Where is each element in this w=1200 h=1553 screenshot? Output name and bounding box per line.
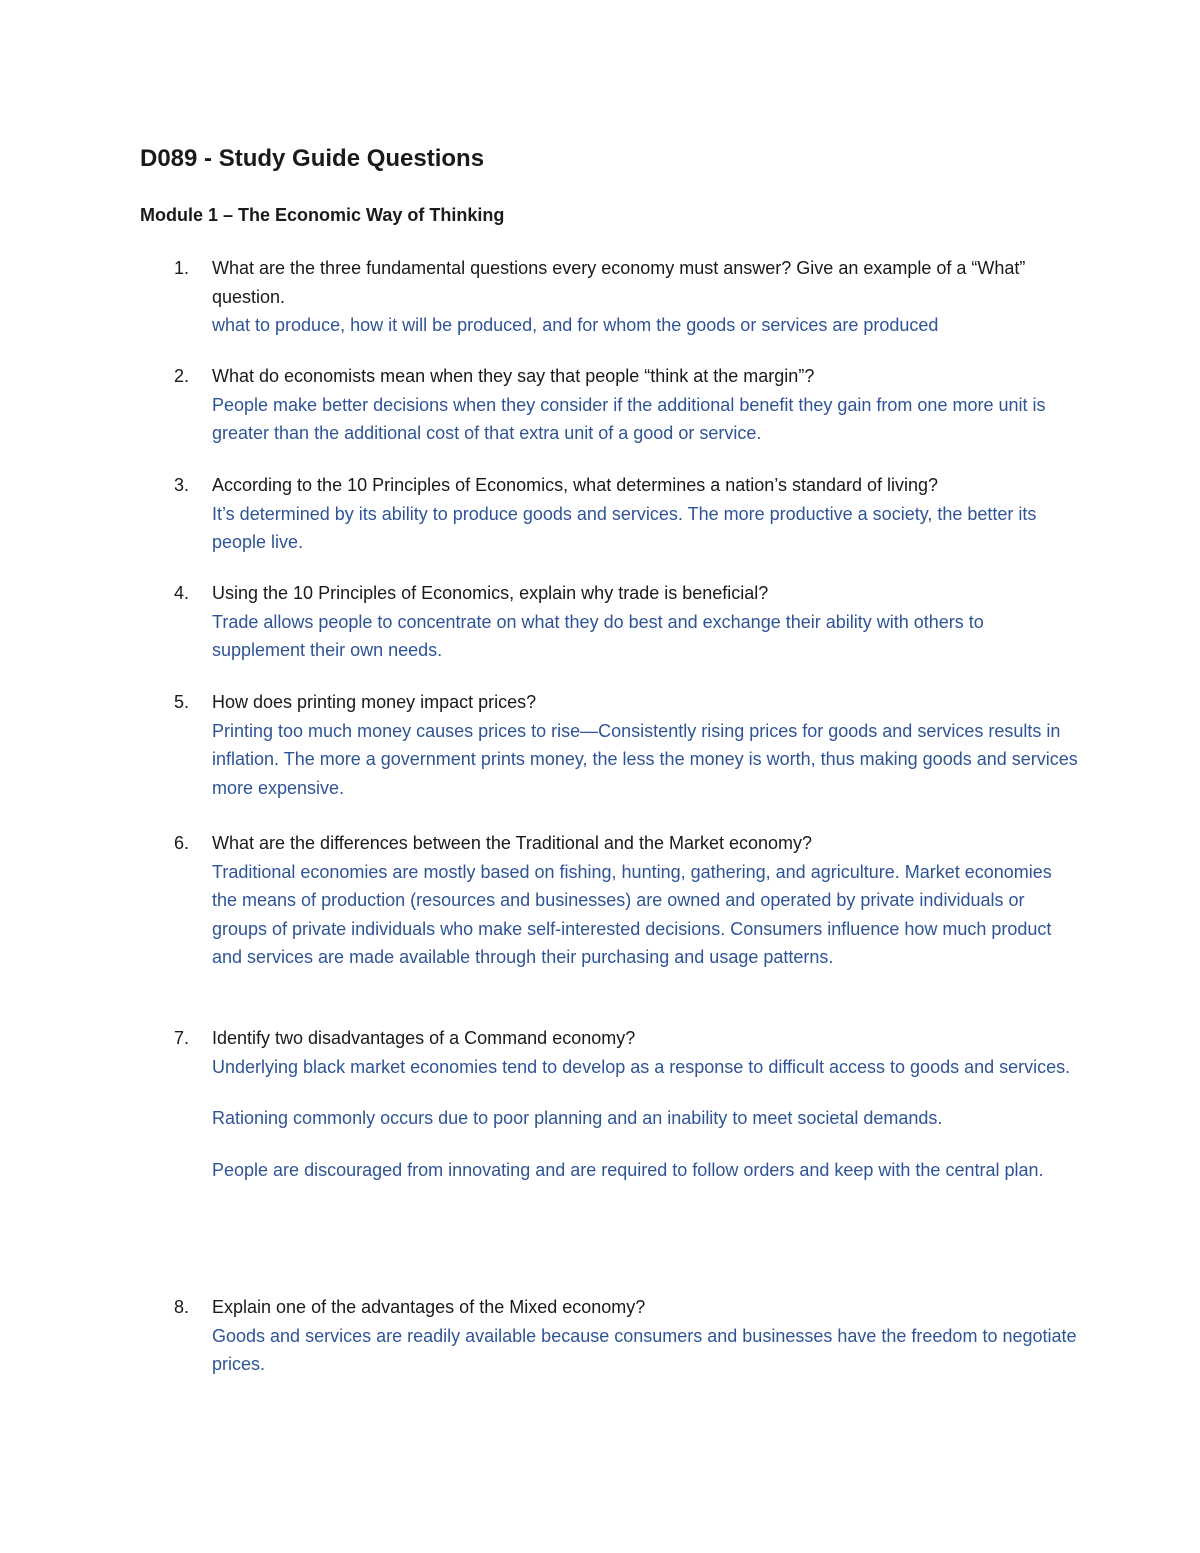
answer-text: It’s determined by its ability to produce goods and services. The more productive a society, the better its people live. (212, 503, 1037, 552)
question-item-7 (140, 1024, 1080, 1184)
question-text: Using the 10 Principles of Economics, explain why trade is beneficial? (212, 583, 769, 603)
document-title: D089 - Study Guide Questions (140, 145, 485, 172)
question-item-6 (140, 829, 1080, 972)
question-text: What do economists mean when they say that people “think at the margin”? (212, 366, 815, 386)
module-heading: Module 1 – The Economic Way of Thinking (140, 205, 505, 225)
answer-text: Underlying black market economies tend to develop as a response to difficult access to goods and services. (212, 1056, 1071, 1077)
answer-text: Printing too much money causes prices to rise—Consistently rising prices for goods and services results in inflation. The more a government prints money, the less the money is worth, thus making goods and services more expensive. (212, 720, 1078, 798)
question-text: Identify two disadvantages of a Command economy? (212, 1028, 636, 1048)
question-number: 8. (174, 1297, 190, 1317)
question-item-5 (140, 688, 1080, 802)
question-text: What are the three fundamental questions every economy must answer? Give an example of a “What” question. (212, 258, 1026, 307)
question-number: 4. (174, 583, 190, 603)
answer-text: Traditional economies are mostly based on fishing, hunting, gathering, and agriculture. Market economies the means of production (resources and businesses) are owned and operated by private individuals or groups of private individuals who make self-interested decisions. Consumers influence how much product and services are made available through their purchasing and usage patterns. (212, 861, 1052, 967)
answer-text: Goods and services are readily available because consumers and businesses have the freedom to negotiate prices. (212, 1325, 1077, 1374)
answer-text: what to produce, how it will be produced, and for whom the goods or services are produced (212, 315, 939, 335)
question-text: How does printing money impact prices? (212, 692, 537, 712)
question-number: 6. (174, 833, 190, 853)
answer-text: People make better decisions when they consider if the additional benefit they gain from one more unit is greater than the additional cost of that extra unit of a good or service. (212, 394, 1046, 443)
question-number: 1. (174, 258, 190, 278)
question-number: 3. (174, 475, 190, 495)
question-text: Explain one of the advantages of the Mixed economy? (212, 1297, 646, 1317)
question-number: 2. (174, 366, 190, 386)
answer-text: Rationing commonly occurs due to poor planning and an inability to meet societal demands. (212, 1108, 943, 1128)
answer-text: Trade allows people to concentrate on what they do best and exchange their ability with others to supplement their own needs. (212, 611, 984, 660)
question-item-1 (140, 254, 1080, 340)
question-item-3 (140, 471, 1080, 557)
question-number: 5. (174, 692, 190, 712)
question-text: According to the 10 Principles of Economics, what determines a nation’s standard of living? (212, 475, 939, 495)
answer-text: People are discouraged from innovating and are required to follow orders and keep with the central plan. (212, 1159, 1044, 1180)
question-number: 7. (174, 1028, 190, 1048)
question-item-8 (140, 1293, 1080, 1379)
question-item-2 (140, 362, 1080, 448)
question-item-4 (140, 579, 1080, 665)
question-text: What are the differences between the Traditional and the Market economy? (212, 833, 813, 853)
